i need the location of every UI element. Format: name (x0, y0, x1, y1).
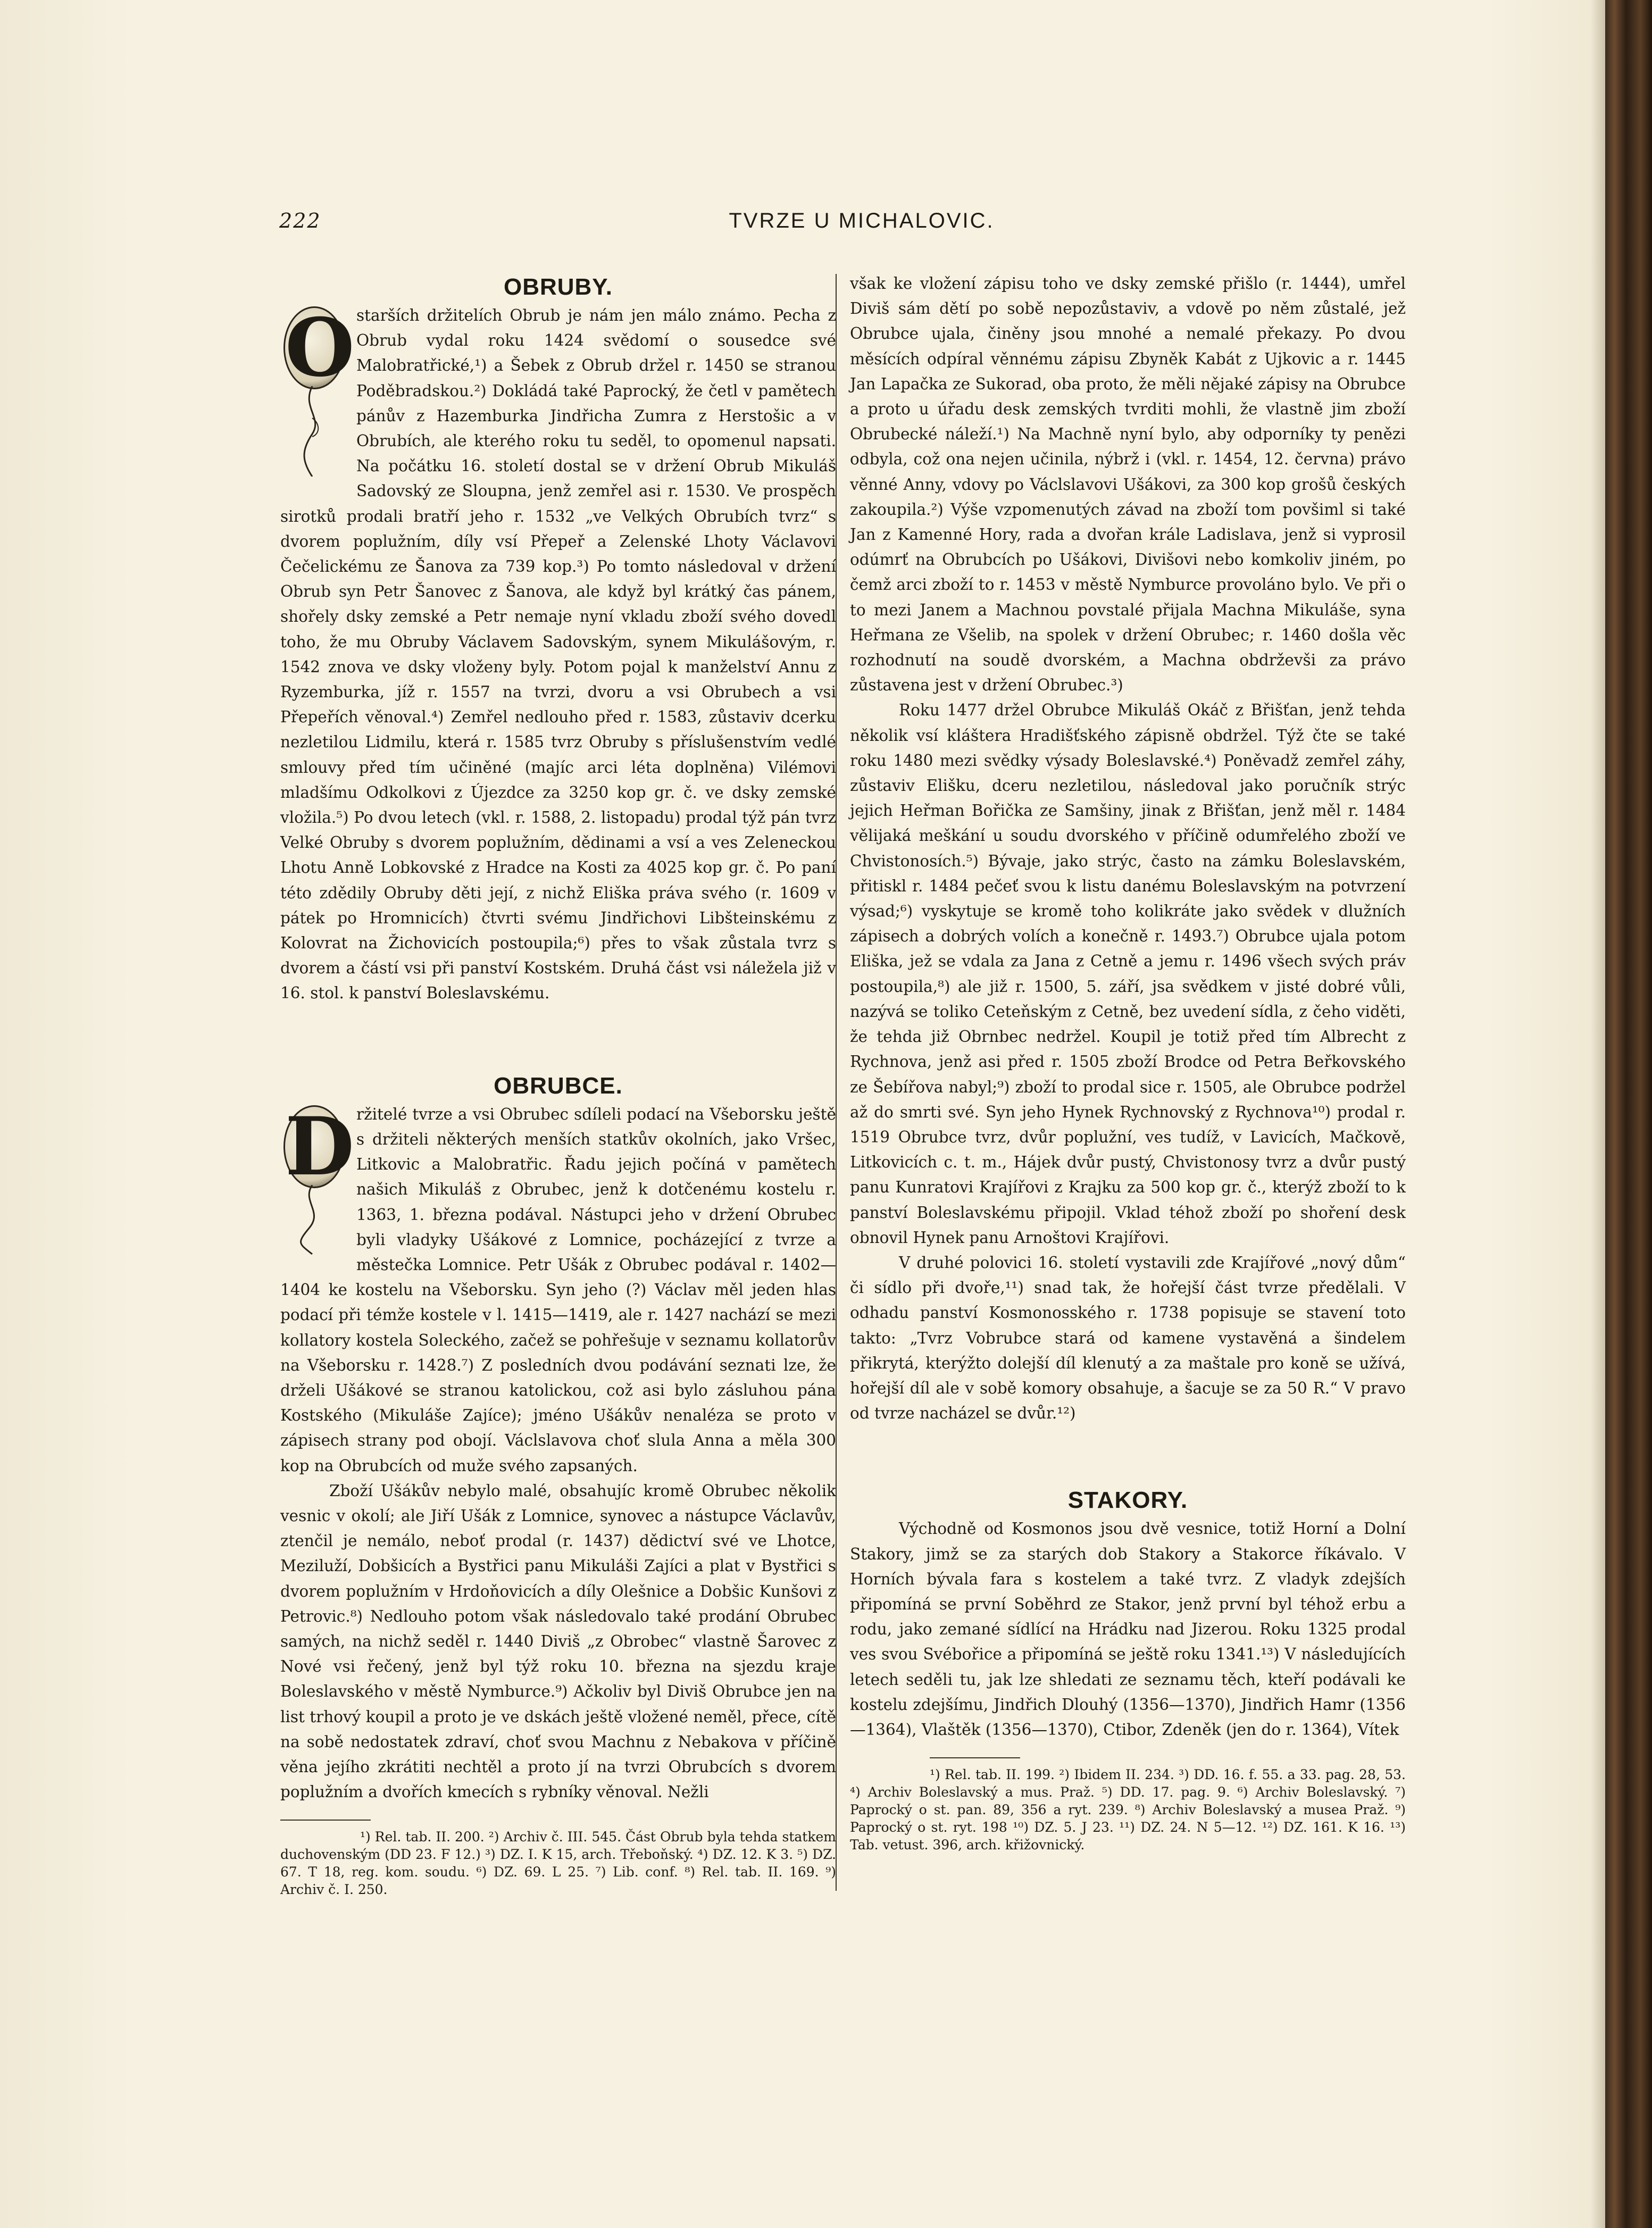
section-title-obrubce: OBRUBCE. (494, 1072, 623, 1099)
paragraph: V druhé polovici 16. století vystavili zde Krajířové „nový dům“ či sídlo při dvoře,¹¹) snad tak, že hořejší část tvrze předělali. V odhadu panství Kosmonosského r. 1738 popisuje se stavení toto takto: „Tvrz Vobrubce stará od kamene vystavěná a šindelem přikrytá, kterýžto dolejší díl klenutý a za maštale pro koně se užívá, hořejší díl ale v sobě komory obsahuje, a šacuje se za 50 R.“ V pravo od tvrze nacházel se dvůr.¹²) (850, 1253, 1406, 1423)
paragraph: Roku 1477 držel Obrubce Mikuláš Okáč z Břišťan, jenž tehda několik vsí kláštera Hradišťského zápisně obdržel. Týž čte se také roku 1480 mezi svědky výsady Boleslavské.⁴) Poněvadž zemřel záhy, zůstaviv Elišku, dceru nezletilou, následoval jako poručník strýc jejich Heřman Bořička ze Samšiny, jinak z Břišťan, jenž měl r. 1484 vělijaká meškání u soudu dvorského v příčině odumřelého zboží ve Chvistonosích.⁵) Bývaje, jako strýc, často na zámku Boleslavském, přitiskl r. 1484 pečeť svou k listu danému Boleslavským na potvrzení výsad;⁶) vyskytuje se kromě toho kolikráte jako svědek v dlužních zápisech a dobrých volích a konečně r. 1493.⁷) Obrubce ujala potom Eliška, jež se vdala za Jana z Cetně a jemu r. 1496 všech svých práv postoupila,⁸) ale již r. 1500, 5. září, jsa svědkem v jisté dobré vůli, nazývá se toliko Ceteňským z Cetně, bez uvedení sídla, z čeho viděti, že tehda již Obrnbec nedržel. Koupil je totiž před tím Albrecht z Rychnova, jenž asi před r. 1505 zboží Brodce od Petra Beřkovského ze Šebířova nabyl;⁹) zboží to prodal sice r. 1505, ale Obrubce podržel až do smrti své. Syn jeho Hynek Rychnovský z Rychnova¹⁰) prodal r. 1519 Obrubce tvrz, dvůr poplužní, ves tudíž, v Lavicích, Mačkově, Litkovicích c. t. m., Hájek dvůr pustý, Chvistonosy tvrz a dvůr pustý panu Kunratovi Krajířovi z Krajku za 500 kop gr. č., kterýž zboží to k panství Boleslavskému připojil. Vklad téhož zboží po shoření desk obnovil Hynek panu Arnoštovi Krajířovi. (850, 701, 1406, 1247)
flourish-ornament-icon (296, 1185, 328, 1275)
decorated-initial-o: O (280, 306, 347, 490)
flourish-ornament-icon (296, 386, 328, 477)
left-column (280, 271, 836, 1898)
footnote-rule (930, 1757, 1020, 1758)
paragraph (280, 303, 836, 1006)
running-head (279, 209, 1444, 241)
paragraph: Východně od Kosmonos jsou dvě vesnice, totiž Horní a Dolní Stakory, jimž se za starých dob Stakory a Stakorce říkávalo. V Horních bývala fara s kostelem a také tvrz. Z vladyk zdejších připomíná se první Soběhrd ze Stakor, jenž první byl téhož erbu a rodu, jako zemané sídlící na Hrádku nad Jizerou. Roku 1325 prodal ves svou Svébořice a připomíná se ještě roku 1341.¹³) V následujících letech seděli tu, jak lze shledati ze seznamu těch, kteří podávali ke kostelu zdejšímu, Jindřich Dlouhý (1356—1370), Jindřich Hamr (1356—1364), Vlaštěk (1356—1370), Ctibor, Zdeněk (jen do r. 1364), Vítek (850, 1520, 1406, 1739)
page-title: TVRZE U MICHALOVIC. (729, 209, 995, 232)
page-gutter-shadow (1590, 0, 1606, 2228)
book-binding (1605, 0, 1652, 2228)
paragraph: však ke vložení zápisu toho ve dsky zemské přišlo (r. 1444), umřel Diviš sám dětí po sobě nepozůstaviv, a vdově po něm zůstalé, jež Obrubce ujala, činěny jsou mnohé a nemalé překazy. Po dvou měsících odpíral věnnému zápisu Zbyněk Kabát z Ujkovic a r. 1445 Jan Lapačka ze Sukorad, oba proto, že měli nějaké zápisy na Obrubce a proto u úřadu desk zemských tvrditi mohli, že vlastně jim zboží Obrubecké náleží.¹) Na Machně nyní bylo, aby odporníky ty penězi odbyla, což ona nejen učinila, nýbrž i (vkl. r. 1454, 12. června) právo věnné Anny, vdovy po Václslavovi Ušákovi, za 300 kop grošů českých zakoupila.²) Výše vzpomenutých závad na zboží tom povšiml si také Jan z Kamenné Hory, rada a dvořan krále Ladislava, jenž si vyprosil odúmrť na Obrubcích po Ušákovi, Divišovi nebo komkoliv jiném, po čemž arci zboží to r. 1453 v městě Nymburce provoláno bylo. Ve při o to mezi Janem a Machnou povstalé přijala Machna Mikuláše, syna Heřmana ze Všelib, na spolek v držení Obrubec; r. 1460 došla věc rozhodnutí na soudě dvorském, a Machna obdrževši za právo zůstavena jest v držení Obrubec.³) (850, 274, 1406, 695)
paragraph (280, 1099, 836, 1479)
paragraph-text: ržitelé tvrze a vsi Obrubec sdíleli podací na Všeborsku ještě s držiteli některých menších statkův okolních, jako Vršec, Litkovic a Malobratřic. Řadu jejich počíná v pamětech našich Mikuláš z Obrubec, jenž k dotčenému kostelu r. 1363, 1. března podával. Nástupci jeho v držení Obrubec byli vladyky Ušákové z Lomnice, pocházející z tvrze a městečka Lomnice. Petr Ušák z Obrubec podával r. 1402—1404 ke kostelu na Všeborsku. Syn jeho (?) Václav měl jeden hlas podací při témže kostele v l. 1415—1419, ale r. 1427 nachází se mezi kollatory kostela Soleckého, začež se pohřešuje v seznamu kollatorův na Všeborsku r. 1428.⁷) Z posledních dvou podávání seznati lze, že drželi Ušákové se stranou katolickou, což asi bylo zásluhou pána Kostského (Mikuláše Zajíce); jméno Ušákův nenaléza se proto v zápisech strany pod obojí. Václslavova choť slula Anna a měla 300 kop na Obrubcích od muže svého zapsaných. (280, 1105, 836, 1475)
footnotes-left: ¹) Rel. tab. II. 200. ²) Archiv č. III. 545. Část Obrub byla tehda statkem duchovenským (DD 23. F 12.) ³) DZ. I. K 15, arch. Třeboňský. ⁴) DZ. 12. K 3. ⁵) DZ. 67. T 18, reg. kom. soudu. ⁶) DZ. 69. L 25. ⁷) Lib. conf. ⁸) Rel. tab. II. 169. ⁹) Archiv č. I. 250. (280, 1829, 836, 1898)
section-title-obruby: OBRUBY. (503, 274, 613, 300)
paragraph-text: starších držitelích Obrub je nám jen málo známo. Pecha z Obrub vydal roku 1424 svědomí o sousedce své Malobratřické,¹) a Šebek z Obrub držel r. 1450 se stranou Poděbradskou.²) Dokládá také Paprocký, že četl v pamětech pánův z Hazemburka Jindřicha Zumra z Herstošic a v Obrubích, ale kterého roku tu seděl, to opomenul napsati. Na počátku 16. století dostal se v držení Obrub Mikuláš Sadovský ze Sloupna, jenž zemřel asi r. 1530. Ve prospěch sirotků prodali bratří jeho r. 1532 „ve Velkých Obrubích tvrz“ s dvorem poplužním, díly vsí Přepeř a Zelenské Lhoty Václavovi Čečelickému ze Šanova za 739 kop.³) Po tomto následoval v držení Obrub syn Petr Šanovec z Šanova, ale když byl krátký čas pánem, shořely dsky zemské a Petr nemaje nyní vkladu zboží svého dovedl toho, že mu Obruby Václavem Sadovským, synem Mikulášovým, r. 1542 znova ve dsky vloženy byly. Potom pojal k manželství Annu z Ryzemburka, jíž r. 1557 na tvrzi, dvoru a vsi Obrubech a vsi Přepeřích věnoval.⁴) Zemřel nedlouho před r. 1583, zůstaviv dcerku nezletilou Lidmilu, která r. 1585 tvrz Obruby s příslušenstvím vedlé smlouvy před tím učiněné (majíc arci léta doplněna) Vilémovi mladšímu Odkolkovi z Újezdce za 3250 kop gr. č. ve dsky zemské vložila.⁵) Po dvou letech (vkl. r. 1588, 2. listopadu) prodal týž pán tvrz Velké Obruby s dvorem poplužním, dědinami a vsí a ves Zeleneckou Lhotu Anně Lobkovské z Hradce na Kosti za 4025 kop gr. č. Po paní této zdědily Obruby děti její, z nichž Eliška práva svého (r. 1609 v pátek po Hromnicích) čtvrti svému Jindřichovi Libšteinskému z Kolovrat na Žichovicích postoupila;⁶) přes to však zůstala tvrz s dvorem a částí vsi při panství Kostském. Druhá část vsi náležela již v 16. stol. k panství Boleslavskému. (280, 306, 836, 1003)
section-title-stakory: STAKORY. (1067, 1487, 1188, 1514)
decorated-initial-d: D (280, 1105, 347, 1254)
page-number: 222 (279, 209, 321, 232)
footnote-rule (280, 1820, 371, 1821)
right-column (850, 271, 1406, 1854)
paragraph: Zboží Ušákův nebylo malé, obsahujíc kromě Obrubec několik vesnic v okolí; ale Jiří Ušák z Lomnice, synovec a nástupce Václavův, ztenčil je nemálo, neboť prodal (r. 1437) dědictví své ve Lhotce, Meziluží, Dobšicích a Bystřici panu Mikuláši Zajíci a plat v Bystřici s dvorem poplužním v Hrdoňovicích a díly Olešnice a Dobšic Kunšovi z Petrovic.⁸) Nedlouho potom však následovalo také prodání Obrubec samých, na nichž seděl r. 1440 Diviš „z Obrobec“ vlastně Šarovec z Nové vsi řečený, jenž byl týž roku 10. března na sjezdu kraje Boleslavského v městě Nymburce.⁹) Ačkoliv byl Diviš Obrubce jen na list trhový koupil a proto je ve dskách ještě vložené neměl, přece, cítě na sobě nedostatek zdraví, choť svou Machnu z Nebakova v příčině věna jejího zkrátiti nechtěl a proto jí na tvrzi Obrubcích s dvorem poplužním a dvořích kmecích s rybníky věnoval. Nežli (280, 1481, 836, 1801)
footnotes-right: ¹) Rel. tab. II. 199. ²) Ibidem II. 234. ³) DD. 16. f. 55. a 33. pag. 28, 53. ⁴) Archiv Boleslavský a mus. Praž. ⁵) DD. 17. pag. 9. ⁶) Archiv Boleslavský. ⁷) Paprocký o st. pan. 89, 356 a ryt. 239. ⁸) Archiv Boleslavský a musea Praž. ⁹) Paprocký o st. ryt. 198 ¹⁰) DZ. 5. J 23. ¹¹) DZ. 24. N 5—12. ¹²) DZ. 161. K 16. ¹³) Tab. vetust. 396, arch. křižovnický. (850, 1767, 1406, 1853)
